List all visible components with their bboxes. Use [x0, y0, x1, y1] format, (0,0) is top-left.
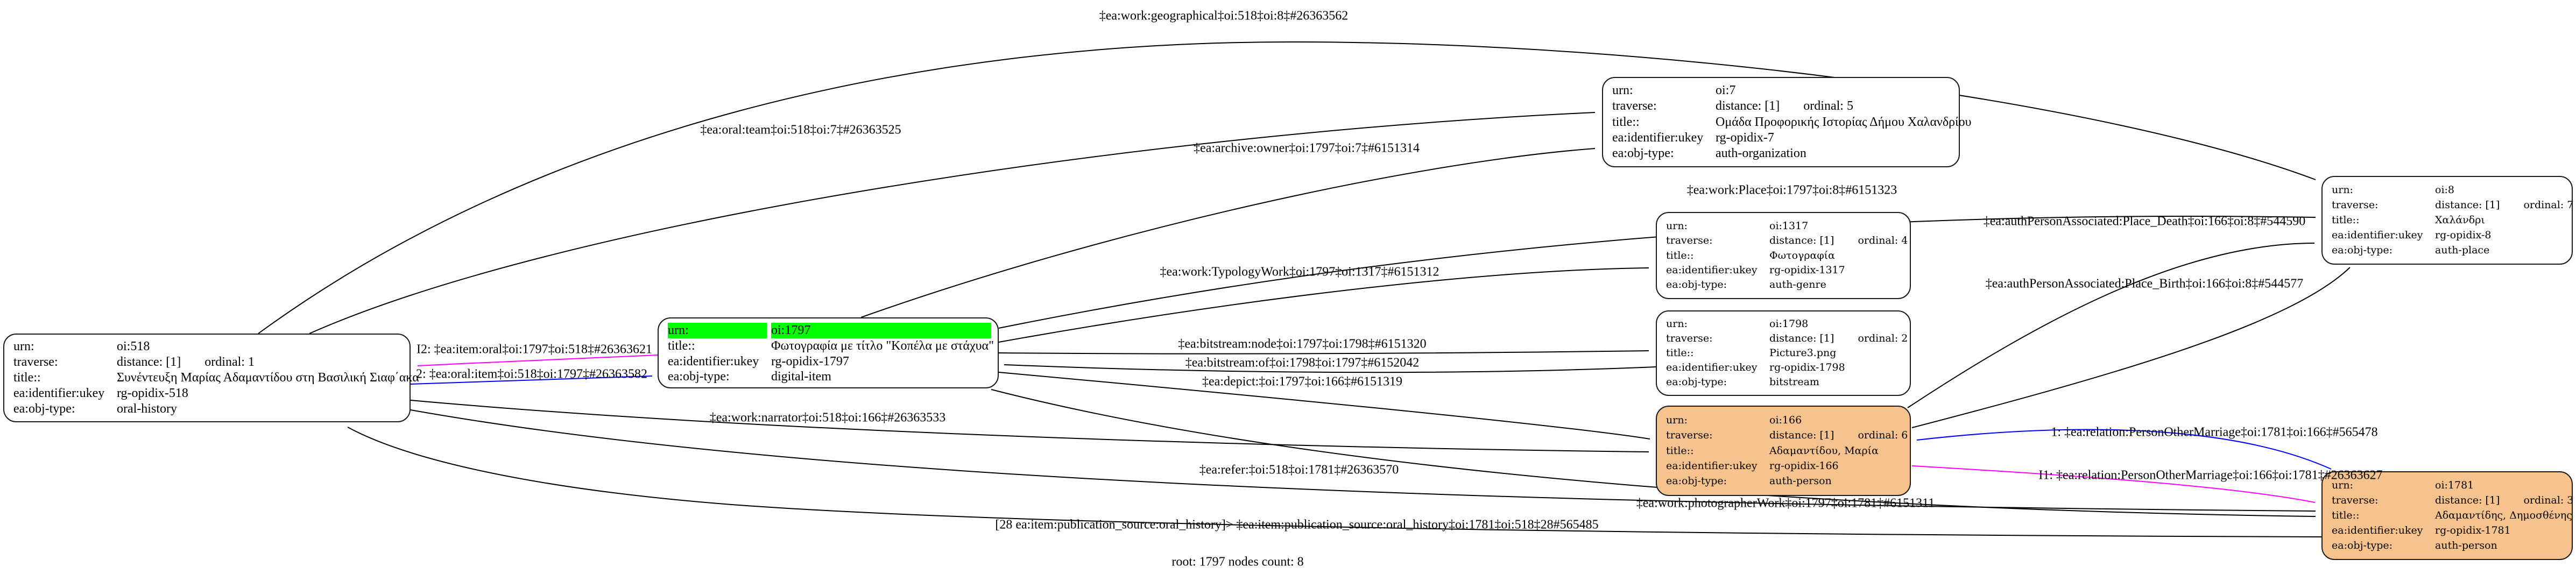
field-value-ordinal: ordinal: 7 — [2523, 199, 2574, 211]
edge-label-work-narrator: ‡ea:work:narrator‡oi:518‡oi:166‡#26363533 — [709, 410, 946, 425]
node-row — [1612, 146, 1952, 161]
field-label: title:: — [13, 371, 41, 385]
node-row — [1612, 115, 1972, 130]
node-row — [2332, 184, 2565, 196]
edge-label-bitstream-of: ‡ea:bitstream:of‡oi:1798‡oi:1797‡#6152042 — [1185, 356, 1420, 370]
field-label: ea:obj-type: — [1666, 375, 1727, 388]
node-oi-8[interactable] — [2321, 176, 2573, 265]
field-value: distance: [1] — [2435, 494, 2500, 507]
field-label: urn: — [1666, 219, 1688, 232]
field-label: ea:identifier:ukey — [1666, 264, 1758, 277]
edge-label-refer: ‡ea:refer:‡oi:518‡oi:1781‡#26363570 — [1199, 463, 1399, 477]
node-row — [1612, 130, 1952, 146]
node-row — [1666, 376, 1903, 388]
field-value: Χαλάνδρι — [2435, 214, 2485, 226]
node-row — [1666, 475, 1903, 487]
field-label: title:: — [1666, 347, 1694, 359]
edge-work-narrator — [411, 400, 1649, 452]
field-value: auth-place — [2435, 244, 2490, 256]
field-label: title:: — [1666, 444, 1694, 457]
node-row — [2332, 214, 2565, 226]
field-value: rg-opidix-166 — [1769, 460, 1839, 472]
field-value: oral-history — [117, 401, 177, 416]
field-label: urn: — [2332, 479, 2353, 492]
edge-place-birth — [1912, 267, 2350, 428]
node-row — [2332, 494, 2574, 507]
node-row — [13, 355, 403, 370]
field-value: distance: [1] — [1716, 99, 1780, 114]
field-value: oi:518 — [117, 339, 150, 354]
field-value: rg-opidix-7 — [1716, 131, 1774, 145]
node-oi-1317[interactable] — [1656, 212, 1911, 299]
field-value: oi:8 — [2435, 184, 2455, 196]
node-row — [668, 323, 991, 338]
field-label: ea:obj-type: — [668, 370, 730, 384]
node-row — [668, 338, 994, 354]
field-label: ea:obj-type: — [1666, 279, 1727, 291]
field-value-ordinal: ordinal: 6 — [1858, 429, 1908, 442]
field-label: ea:obj-type: — [1666, 475, 1727, 487]
field-value: distance: [1] — [117, 355, 181, 370]
node-oi-518[interactable] — [3, 334, 419, 422]
field-label: ea:obj-type: — [13, 401, 75, 416]
edge-label-bitstream-node: ‡ea:bitstream:node‡oi:1797‡oi:1798‡#6151320 — [1178, 337, 1427, 351]
field-label: traverse: — [2332, 199, 2379, 211]
field-value: distance: [1] — [2435, 199, 2500, 211]
field-label: title:: — [1612, 115, 1640, 129]
node-row — [1666, 347, 1903, 359]
field-value: auth-organization — [1716, 146, 1806, 161]
node-row — [1666, 445, 1903, 457]
field-label: title:: — [2332, 214, 2360, 226]
field-value: Φωτογραφία — [1769, 249, 1835, 261]
field-value-ordinal: ordinal: 3 — [2523, 494, 2574, 507]
node-oi-166[interactable] — [1656, 406, 1911, 496]
field-label: ea:identifier:ukey — [2332, 229, 2423, 242]
edge-label-relation-marriage-1: 1: ‡ea:relation:PersonOtherMarriage‡oi:1781‡oi:166‡#565478 — [2051, 425, 2378, 440]
field-value: rg-opidix-8 — [2435, 229, 2492, 242]
field-value: oi:166 — [1769, 414, 1802, 426]
field-value-ordinal: ordinal: 4 — [1858, 235, 1908, 247]
field-label: urn: — [1666, 414, 1688, 426]
node-row — [1666, 235, 1908, 247]
field-value: rg-opidix-1781 — [2435, 525, 2511, 537]
node-oi-7[interactable] — [1602, 77, 1972, 167]
node-row — [668, 354, 991, 370]
node-row — [13, 339, 403, 355]
field-value: oi:7 — [1716, 83, 1736, 97]
edge-label-publication-source: [28 ea:item:publication_source:oral_history]> ‡ea:item:publication_source:oral_history‡oi:1781‡oi:518‡28#565485 — [995, 518, 1599, 532]
field-label: traverse: — [1666, 235, 1713, 247]
node-row — [13, 386, 403, 401]
field-label: ea:identifier:ukey — [1612, 131, 1704, 145]
node-row — [1666, 279, 1903, 291]
field-label: ea:identifier:ukey — [1666, 362, 1758, 374]
edge-label-work-geographical: ‡ea:work:geographical‡oi:518‡oi:8‡#26363562 — [1099, 9, 1349, 23]
edge-place-death — [1908, 243, 2314, 408]
node-row — [668, 369, 991, 385]
field-label: ea:identifier:ukey — [13, 386, 105, 401]
node-row — [2332, 229, 2565, 242]
edge-label-oral-item: 2: ‡ea:oral:item‡oi:518‡oi:1797‡#26363582 — [416, 367, 647, 381]
field-value: oi:1317 — [1769, 219, 1809, 232]
field-value-ordinal: ordinal: 2 — [1858, 332, 1908, 345]
node-oi-1797[interactable] — [658, 317, 999, 388]
field-label: title:: — [668, 338, 695, 353]
node-row — [2332, 540, 2565, 552]
field-label: ea:obj-type: — [2332, 539, 2393, 551]
field-value: digital-item — [771, 370, 831, 384]
field-label: urn: — [2332, 184, 2353, 196]
edge-label-depict: ‡ea:depict:‡oi:1797‡oi:166‡#6151319 — [1202, 374, 1402, 389]
field-value: oi:1781 — [2435, 479, 2474, 492]
field-value: bitstream — [1769, 375, 1819, 388]
field-value: Ομάδα Προφορικής Ιστορίας Δήμου Χαλανδρίου — [1716, 115, 1972, 129]
field-label: traverse: — [13, 355, 58, 370]
field-label: traverse: — [1666, 332, 1713, 345]
node-row — [2332, 509, 2572, 522]
field-label: title:: — [1666, 249, 1694, 261]
edge-refer — [411, 410, 2316, 511]
root-status-label: root: 1797 nodes count: 8 — [1171, 555, 1304, 569]
node-row — [1666, 250, 1903, 262]
field-value: auth-person — [2435, 539, 2497, 551]
node-row — [1666, 429, 1908, 442]
field-label: traverse: — [1612, 99, 1657, 114]
edge-label-archive-owner: ‡ea:archive:owner‡oi:1797‡oi:7‡#6151314 — [1194, 141, 1420, 155]
edge-label-work-place: ‡ea:work:Place‡oi:1797‡oi:8‡#6151323 — [1686, 183, 1897, 197]
field-value-ordinal: ordinal: 5 — [1803, 99, 1853, 114]
edge-label-place-birth: ‡ea:authPersonAssociated:Place_Birth‡oi:166‡oi:8‡#544577 — [1985, 277, 2304, 291]
node-oi-1798[interactable] — [1656, 310, 1911, 396]
field-value: rg-opidix-1797 — [771, 354, 849, 369]
field-value: rg-opidix-1798 — [1769, 362, 1845, 374]
field-value: auth-person — [1769, 475, 1832, 487]
field-label: traverse: — [2332, 494, 2379, 507]
field-label: urn: — [13, 339, 34, 354]
node-row — [13, 401, 403, 417]
edge-label-place-death: ‡ea:authPersonAssociated:Place_Death‡oi:166‡oi:8‡#544590 — [1983, 214, 2306, 229]
node-row — [1612, 83, 1952, 98]
edge-label-item-oral: I2: ‡ea:item:oral‡oi:1797‡oi:518‡#26363621 — [417, 342, 652, 357]
node-row — [13, 370, 419, 386]
field-label: urn: — [668, 323, 767, 338]
field-label: ea:obj-type: — [1612, 146, 1674, 161]
field-label: ea:obj-type: — [2332, 244, 2393, 256]
edge-label-relation-marriage-i1: I1: ‡ea:relation:PersonOtherMarriage‡oi:166‡oi:1781‡#26363627 — [2038, 468, 2383, 483]
node-row — [1666, 460, 1903, 472]
field-value: auth-genre — [1769, 279, 1826, 291]
edge-label-typology-work: ‡ea:work:TypologyWork‡oi:1797‡oi:1317‡#6151312 — [1160, 265, 1439, 279]
node-row — [1666, 414, 1903, 427]
field-label: urn: — [1666, 318, 1688, 330]
field-value: distance: [1] — [1769, 429, 1834, 442]
field-value: rg-opidix-518 — [117, 386, 188, 401]
field-label: ea:identifier:ukey — [2332, 525, 2423, 537]
node-row — [1612, 98, 1952, 114]
node-row — [1666, 220, 1903, 232]
field-value: Φωτογραφία με τίτλο "Κοπέλα με στάχυα" — [771, 338, 994, 353]
field-value: Συνέντευξη Μαρίας Αδαμαντίδου στη Βασιλική Σιαφ΄ακα — [117, 371, 419, 385]
edge-label-oral-team: ‡ea:oral:team‡oi:518‡oi:7‡#26363525 — [700, 123, 901, 137]
field-value: distance: [1] — [1769, 235, 1834, 247]
field-value: Αδαμαντίδης, Δημοσθένης — [2435, 509, 2572, 522]
field-value: distance: [1] — [1769, 332, 1834, 345]
node-row — [2332, 244, 2565, 257]
field-value: oi:1797 — [771, 323, 991, 338]
field-label: urn: — [1612, 83, 1633, 97]
field-value: Αδαμαντίδου, Μαρία — [1769, 444, 1879, 457]
field-value-ordinal: ordinal: 1 — [204, 355, 255, 370]
field-value: oi:1798 — [1769, 318, 1809, 330]
node-oi-1781[interactable] — [2321, 471, 2573, 560]
edge-label-photographer-work: ‡ea:work:photographerWork‡oi:1797‡oi:1781‡#6151311 — [1636, 496, 1935, 511]
field-label: traverse: — [1666, 429, 1713, 442]
field-value: rg-opidix-1317 — [1769, 264, 1845, 277]
field-label: ea:identifier:ukey — [1666, 460, 1758, 472]
node-row — [2332, 525, 2565, 537]
node-row — [1666, 264, 1903, 277]
node-row — [2332, 199, 2574, 211]
field-value: Picture3.png — [1769, 347, 1837, 359]
node-row — [1666, 332, 1908, 345]
field-label: title:: — [2332, 509, 2360, 522]
node-row — [1666, 362, 1903, 374]
node-row — [1666, 318, 1903, 330]
field-label: ea:identifier:ukey — [668, 354, 759, 369]
